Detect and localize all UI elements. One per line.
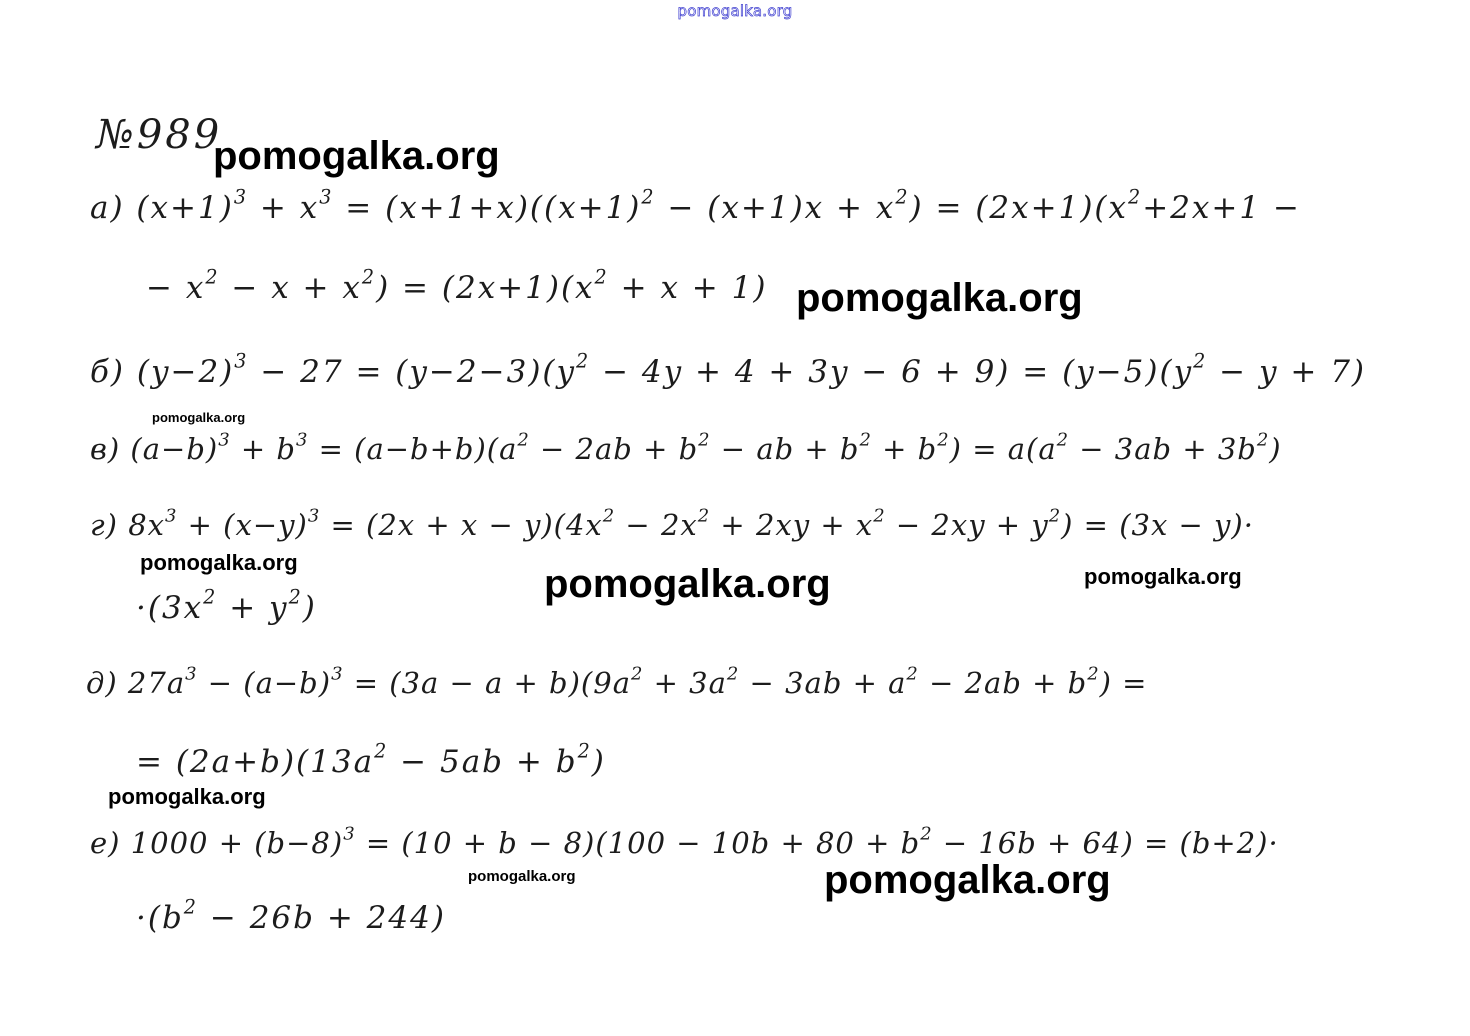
solution-line-e2: $\cdot(b^2 - 26b + 244)$ <box>136 895 446 936</box>
solution-line-g1: г) $8x^3 + (x-y)^3 = (2x + x - y)(4x^2 - 2x^2 + 2xy + x^2 - 2xy + y^2) = (3x - y)\cdot$ <box>90 505 1254 542</box>
watermark: pomogalka.org <box>1084 564 1242 589</box>
watermark: pomogalka.org <box>140 550 298 575</box>
watermark: pomogalka.org <box>824 858 1111 902</box>
solution-line-a1: а) $(x+1)^3 + x^3 = (x+1+x)((x+1)^2 - (x+1)x + x^2) = (2x+1)(x^2+2x+1$ − <box>90 185 1301 226</box>
solution-line-g2: $\cdot(3x^2 + y^2)$ <box>136 585 317 626</box>
solution-line-b: б) $(y-2)^3 - 27 = (y-2-3)(y^2 - 4y + 4 + 3y - 6 + 9) = (y-5)(y^2 - y + 7)$ <box>90 349 1367 390</box>
watermark: pomogalka.org <box>213 134 500 178</box>
solution-line-d1: д) $27a^3 - (a-b)^3 = (3a - a + b)(9a^2 + 3a^2 - 3ab + a^2 - 2ab + b^2)$ = <box>86 663 1148 700</box>
watermark: pomogalka.org <box>108 784 266 809</box>
watermark: pomogalka.org <box>796 276 1083 320</box>
site-link[interactable]: pomogalka.org <box>677 2 793 20</box>
task-number: №989 <box>96 112 223 158</box>
solution-line-v: в) $(a-b)^3 + b^3 = (a-b+b)(a^2 - 2ab + b^2$ − ab + $b^2 + b^2) = a(a^2 - 3ab + 3b^2)$ <box>90 429 1282 466</box>
solution-line-a2: − $x^2 - x + x^2) = (2x+1)(x^2 + x + 1)$ <box>146 265 768 306</box>
watermark: pomogalka.org <box>152 410 246 425</box>
solution-line-d2: = $(2a+b)(13a^2 - 5ab + b^2)$ <box>136 739 606 780</box>
watermark: pomogalka.org <box>468 868 576 885</box>
watermark: pomogalka.org <box>544 562 831 606</box>
solution-line-e1: е) $1000 + (b-8)^3 = (10 + b - 8)(100 - 10b + 80 + b^2 - 16b + 64) = (b+2)\cdot$ <box>90 823 1279 860</box>
